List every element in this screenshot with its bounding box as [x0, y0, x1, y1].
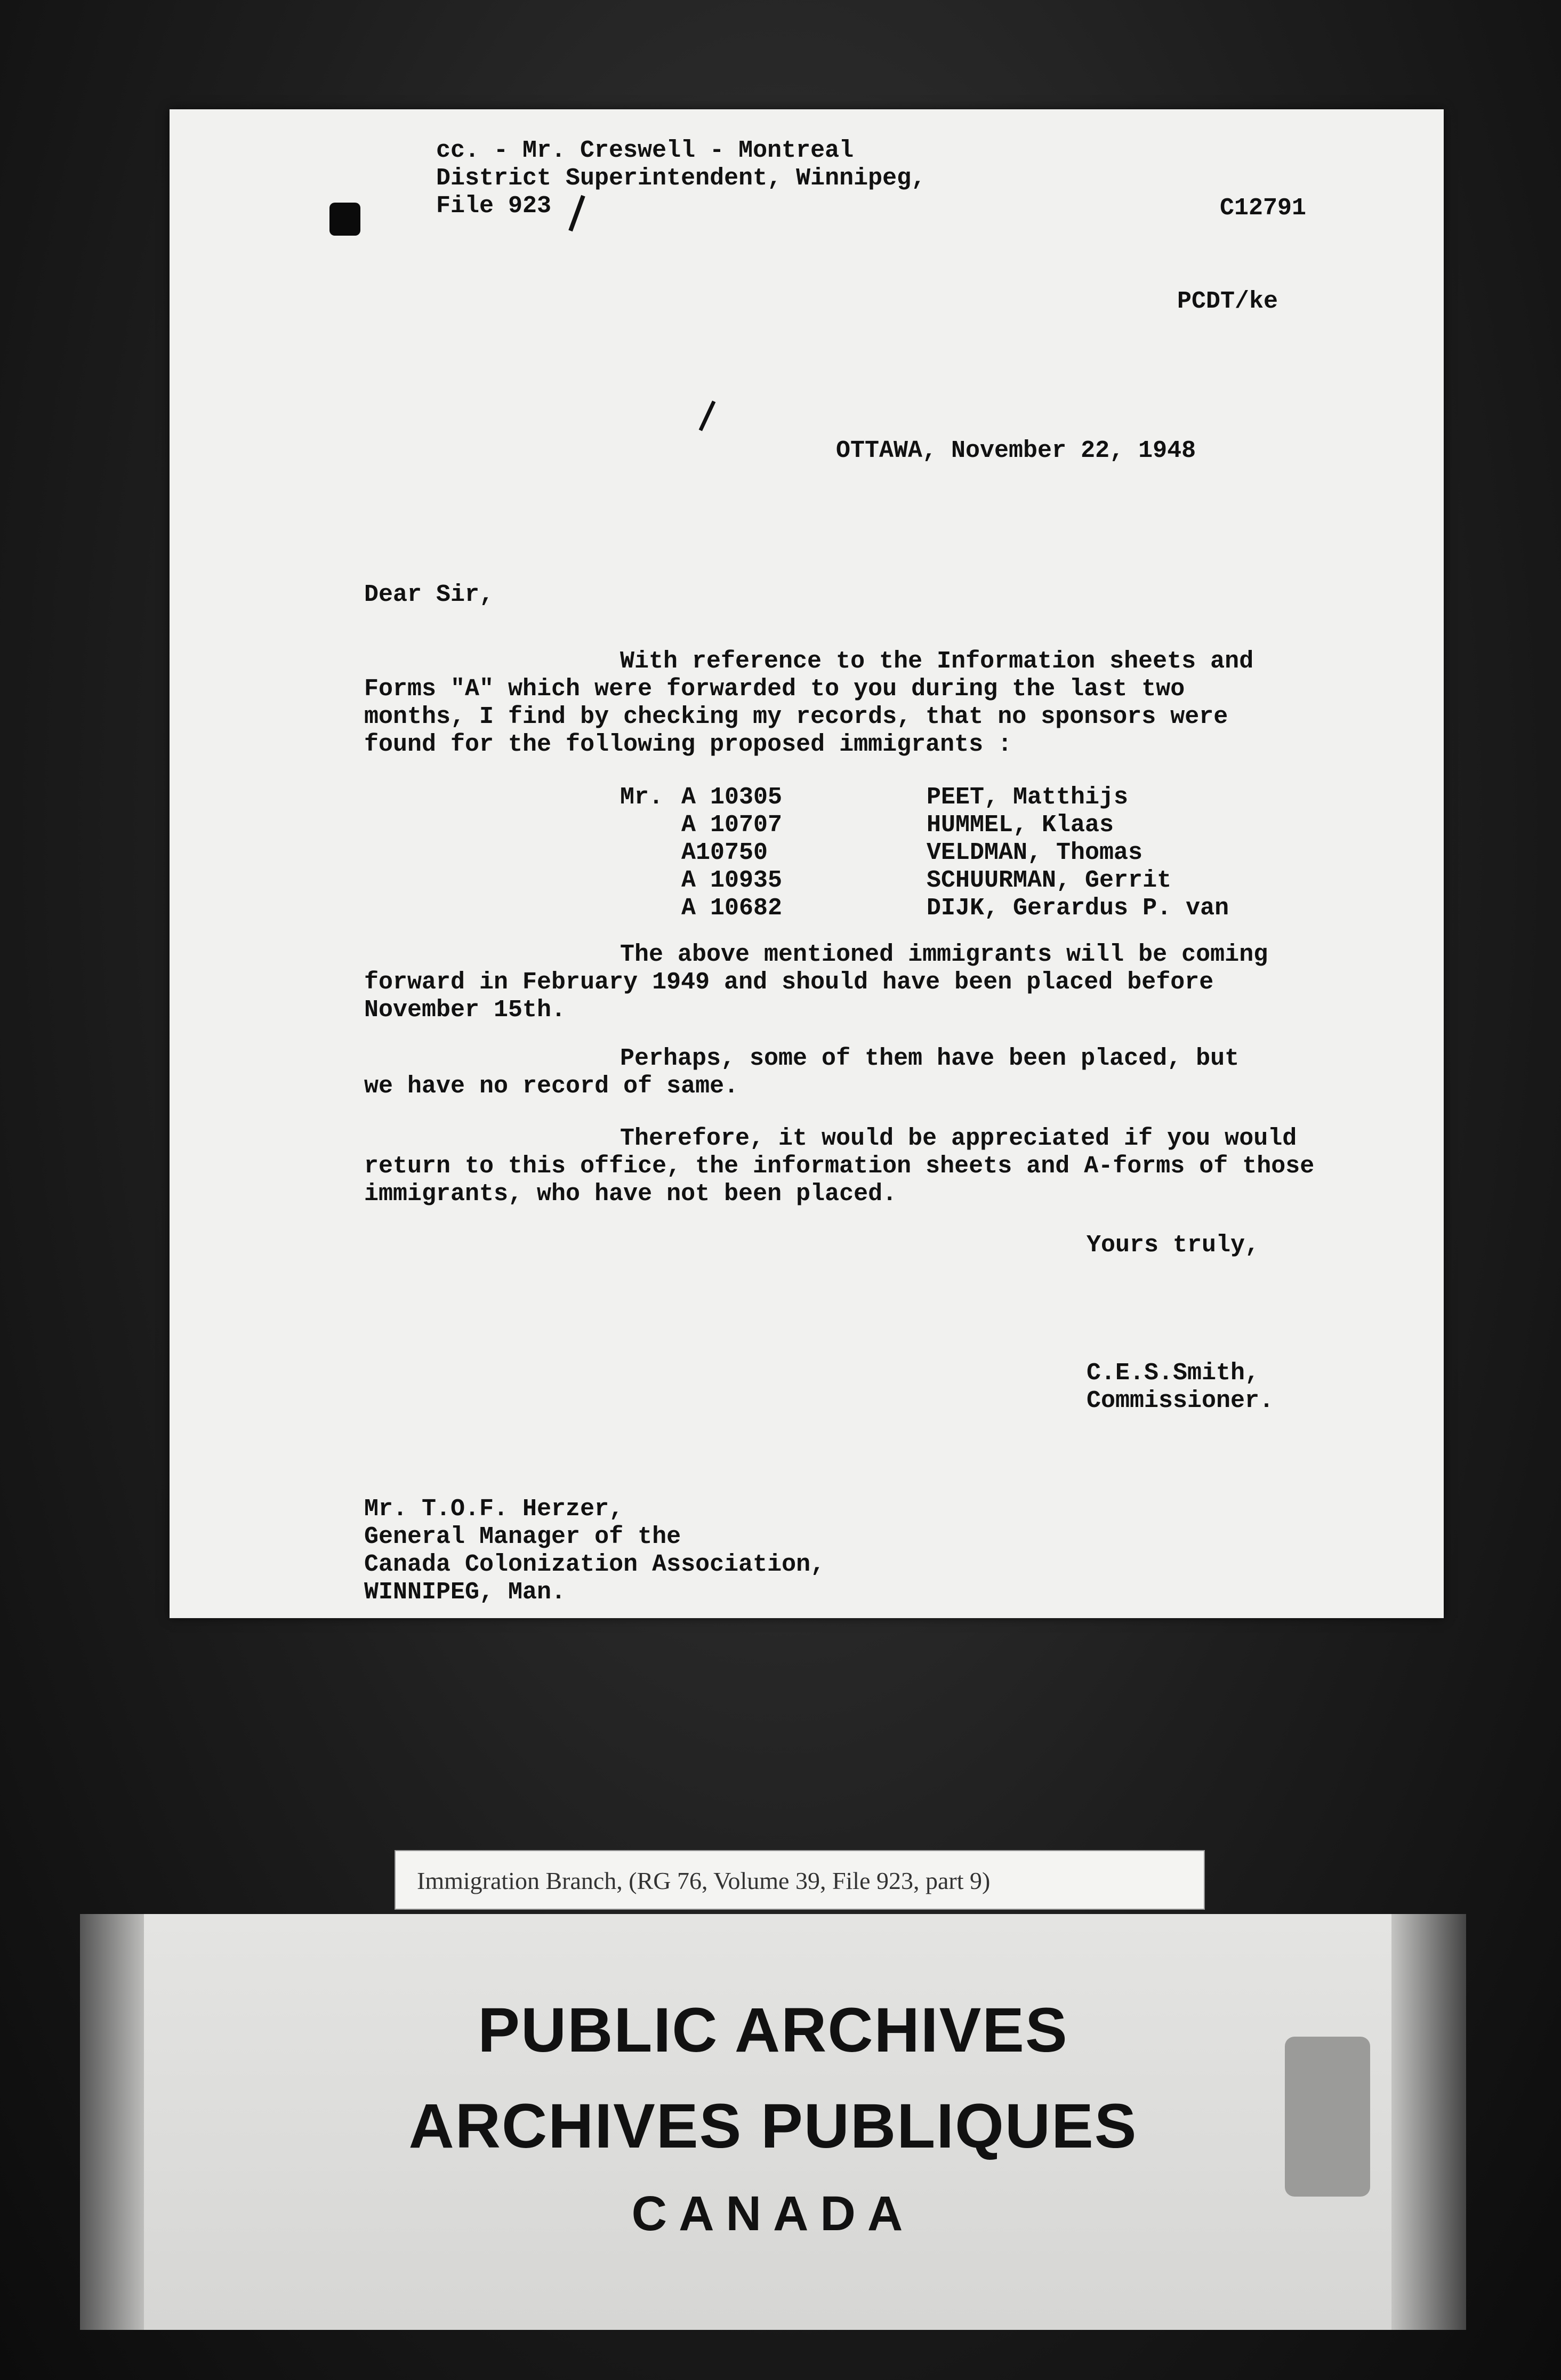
cc-line-3: File 923: [436, 192, 552, 220]
handwritten-slash: [568, 195, 585, 232]
para1-line-1: With reference to the Information sheets and: [620, 648, 1254, 675]
para4-line-1: Therefore, it would be appreciated if you would: [620, 1125, 1297, 1152]
document-number: C12791: [1220, 195, 1307, 222]
immigrant-number: A 10305: [681, 784, 783, 811]
archive-title-fr: ARCHIVES PUBLIQUES: [408, 2091, 1138, 2161]
immigrant-number: A 10707: [681, 811, 783, 839]
para4-line-3: immigrants, who have not been placed.: [364, 1180, 897, 1208]
signatory-title: Commissioner.: [1087, 1387, 1274, 1414]
para4-line-2: return to this office, the information sheets and A-forms of those: [364, 1153, 1315, 1180]
addressee-line-3: Canada Colonization Association,: [364, 1551, 825, 1578]
archive-caption-label: Immigration Branch, (RG 76, Volume 39, File 923, part 9): [395, 1850, 1205, 1910]
cc-line-1: cc. - Mr. Creswell - Montreal: [436, 137, 854, 164]
immigrant-name: SCHUURMAN, Gerrit: [927, 867, 1172, 894]
archive-card: [80, 1914, 1466, 2330]
archive-country: CANADA: [631, 2186, 915, 2241]
para2-line-2: forward in February 1949 and should have been placed before: [364, 969, 1214, 996]
immigrant-name: VELDMAN, Thomas: [927, 839, 1143, 866]
para3-line-2: we have no record of same.: [364, 1073, 739, 1100]
salutation: Dear Sir,: [364, 581, 494, 608]
para2-line-1: The above mentioned immigrants will be coming: [620, 941, 1268, 968]
cc-line-2: District Superintendent, Winnipeg,: [436, 165, 926, 192]
pencil-mark: [699, 400, 716, 431]
archive-title-en: PUBLIC ARCHIVES: [478, 1995, 1068, 2065]
immigrant-name: DIJK, Gerardus P. van: [927, 895, 1229, 922]
para1-line-2: Forms "A" which were forwarded to you during the last two: [364, 676, 1185, 703]
letter-sheet: [170, 109, 1444, 1618]
addressee-line-2: General Manager of the: [364, 1523, 681, 1550]
immigrant-number: A 10935: [681, 867, 783, 894]
addressee-line-1: Mr. T.O.F. Herzer,: [364, 1495, 624, 1523]
immigrant-number: A 10682: [681, 895, 783, 922]
para1-line-3: months, I find by checking my records, that no sponsors were: [364, 703, 1228, 730]
para1-line-4: found for the following proposed immigrants :: [364, 731, 1012, 758]
immigrant-number: A10750: [681, 839, 768, 866]
signatory-name: C.E.S.Smith,: [1087, 1360, 1260, 1387]
immigrant-prefix: Mr.: [620, 784, 664, 811]
para2-line-3: November 15th.: [364, 996, 566, 1024]
place-date: OTTAWA, November 22, 1948: [836, 437, 1196, 464]
punch-hole: [329, 203, 360, 236]
immigrant-name: HUMMEL, Klaas: [927, 811, 1114, 839]
immigrant-name: PEET, Matthijs: [927, 784, 1129, 811]
addressee-line-4: WINNIPEG, Man.: [364, 1579, 566, 1606]
reference-code: PCDT/ke: [1177, 288, 1278, 315]
para3-line-1: Perhaps, some of them have been placed, but: [620, 1045, 1240, 1072]
closing: Yours truly,: [1087, 1232, 1260, 1259]
